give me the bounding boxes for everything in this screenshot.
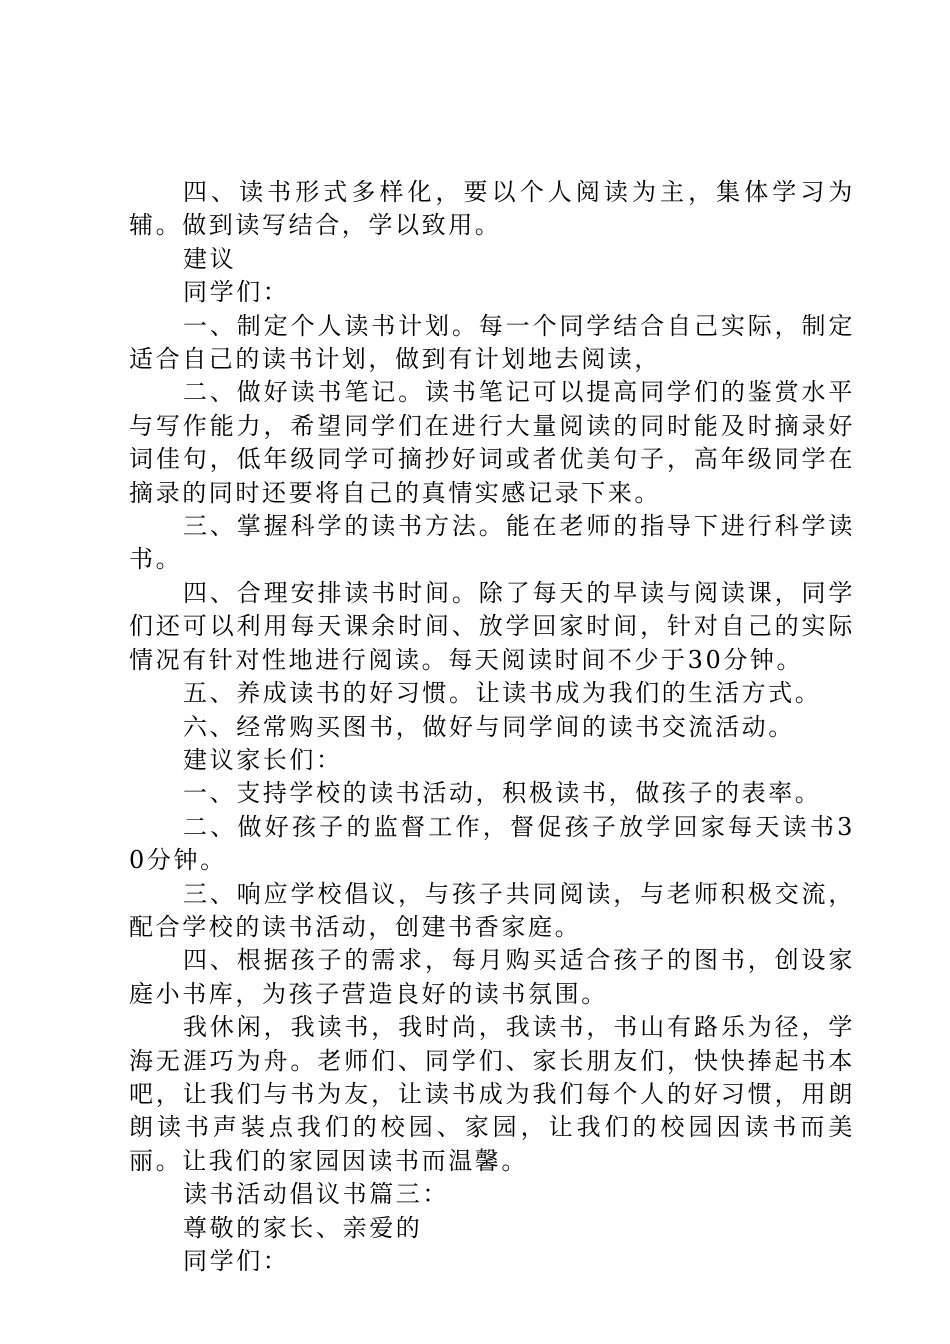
- paragraph-student-item-4: 四、合理安排读书时间。除了每天的早读与阅读课，同学们还可以利用每天课余时间、放学回家时间，针对自己的实际情况有针对性地进行阅读。每天阅读时间不少于30分钟。: [129, 578, 855, 674]
- document-body: [129, 176, 855, 1278]
- paragraph-student-item-3: 三、掌握科学的读书方法。能在老师的指导下进行科学读书。: [129, 512, 855, 574]
- paragraph-student-item-5: 五、养成读书的好习惯。让读书成为我们的生活方式。: [183, 679, 822, 708]
- paragraph-parent-item-1: 一、支持学校的读书活动，积极读书，做孩子的表率。: [183, 779, 822, 808]
- salutation-parents: 尊敬的家长、亲爱的: [183, 1213, 423, 1242]
- paragraph-student-item-1: 一、制定个人读书计划。每一个同学结合自己实际，制定适合自己的读书计划，做到有计划地去阅读，: [129, 311, 855, 374]
- heading-parents-proposal: 建议家长们：: [183, 745, 343, 774]
- paragraph-reading-forms: 四、读书形式多样化，要以个人阅读为主，集体学习为辅。做到读写结合，学以致用。: [129, 178, 855, 240]
- paragraph-closing: 我休闲，我读书，我时尚，我读书，书山有路乐为径，学海无涯巧为舟。老师们、同学们、家长朋友们，快快捧起书本吧，让我们与书为友，让读书成为我们每个人的好习惯，用朗朗读书声装点我们的校园、家园，让我们的校园因读书而美丽。让我们的家园因读书而温馨。: [129, 1013, 855, 1175]
- salutation-students: 同学们：: [183, 278, 290, 307]
- paragraph-student-item-6: 六、经常购买图书，做好与同学间的读书交流活动。: [183, 712, 795, 741]
- paragraph-parent-item-3: 三、响应学校倡议，与孩子共同阅读，与老师积极交流，配合学校的读书活动，创建书香家庭。: [129, 879, 855, 941]
- salutation-students-2: 同学们：: [183, 1247, 290, 1275]
- paragraph-student-item-2: 二、做好读书笔记。读书笔记可以提高同学们的鉴赏水平与写作能力，希望同学们在进行大量阅读的同时能及时摘录好词佳句，低年级同学可摘抄好词或者优美句子，高年级同学在摘录的同时还要将自己的真情实感记录下来。: [129, 378, 855, 507]
- paragraph-parent-item-2: 二、做好孩子的监督工作，督促孩子放学回家每天读书30分钟。: [129, 812, 855, 875]
- section-title-part-three: 读书活动倡议书篇三：: [183, 1180, 449, 1209]
- heading-proposal: 建议: [183, 244, 237, 273]
- paragraph-parent-item-4: 四、根据孩子的需求，每月购买适合孩子的图书，创设家庭小书库，为孩子营造良好的读书氛围。: [129, 946, 855, 1008]
